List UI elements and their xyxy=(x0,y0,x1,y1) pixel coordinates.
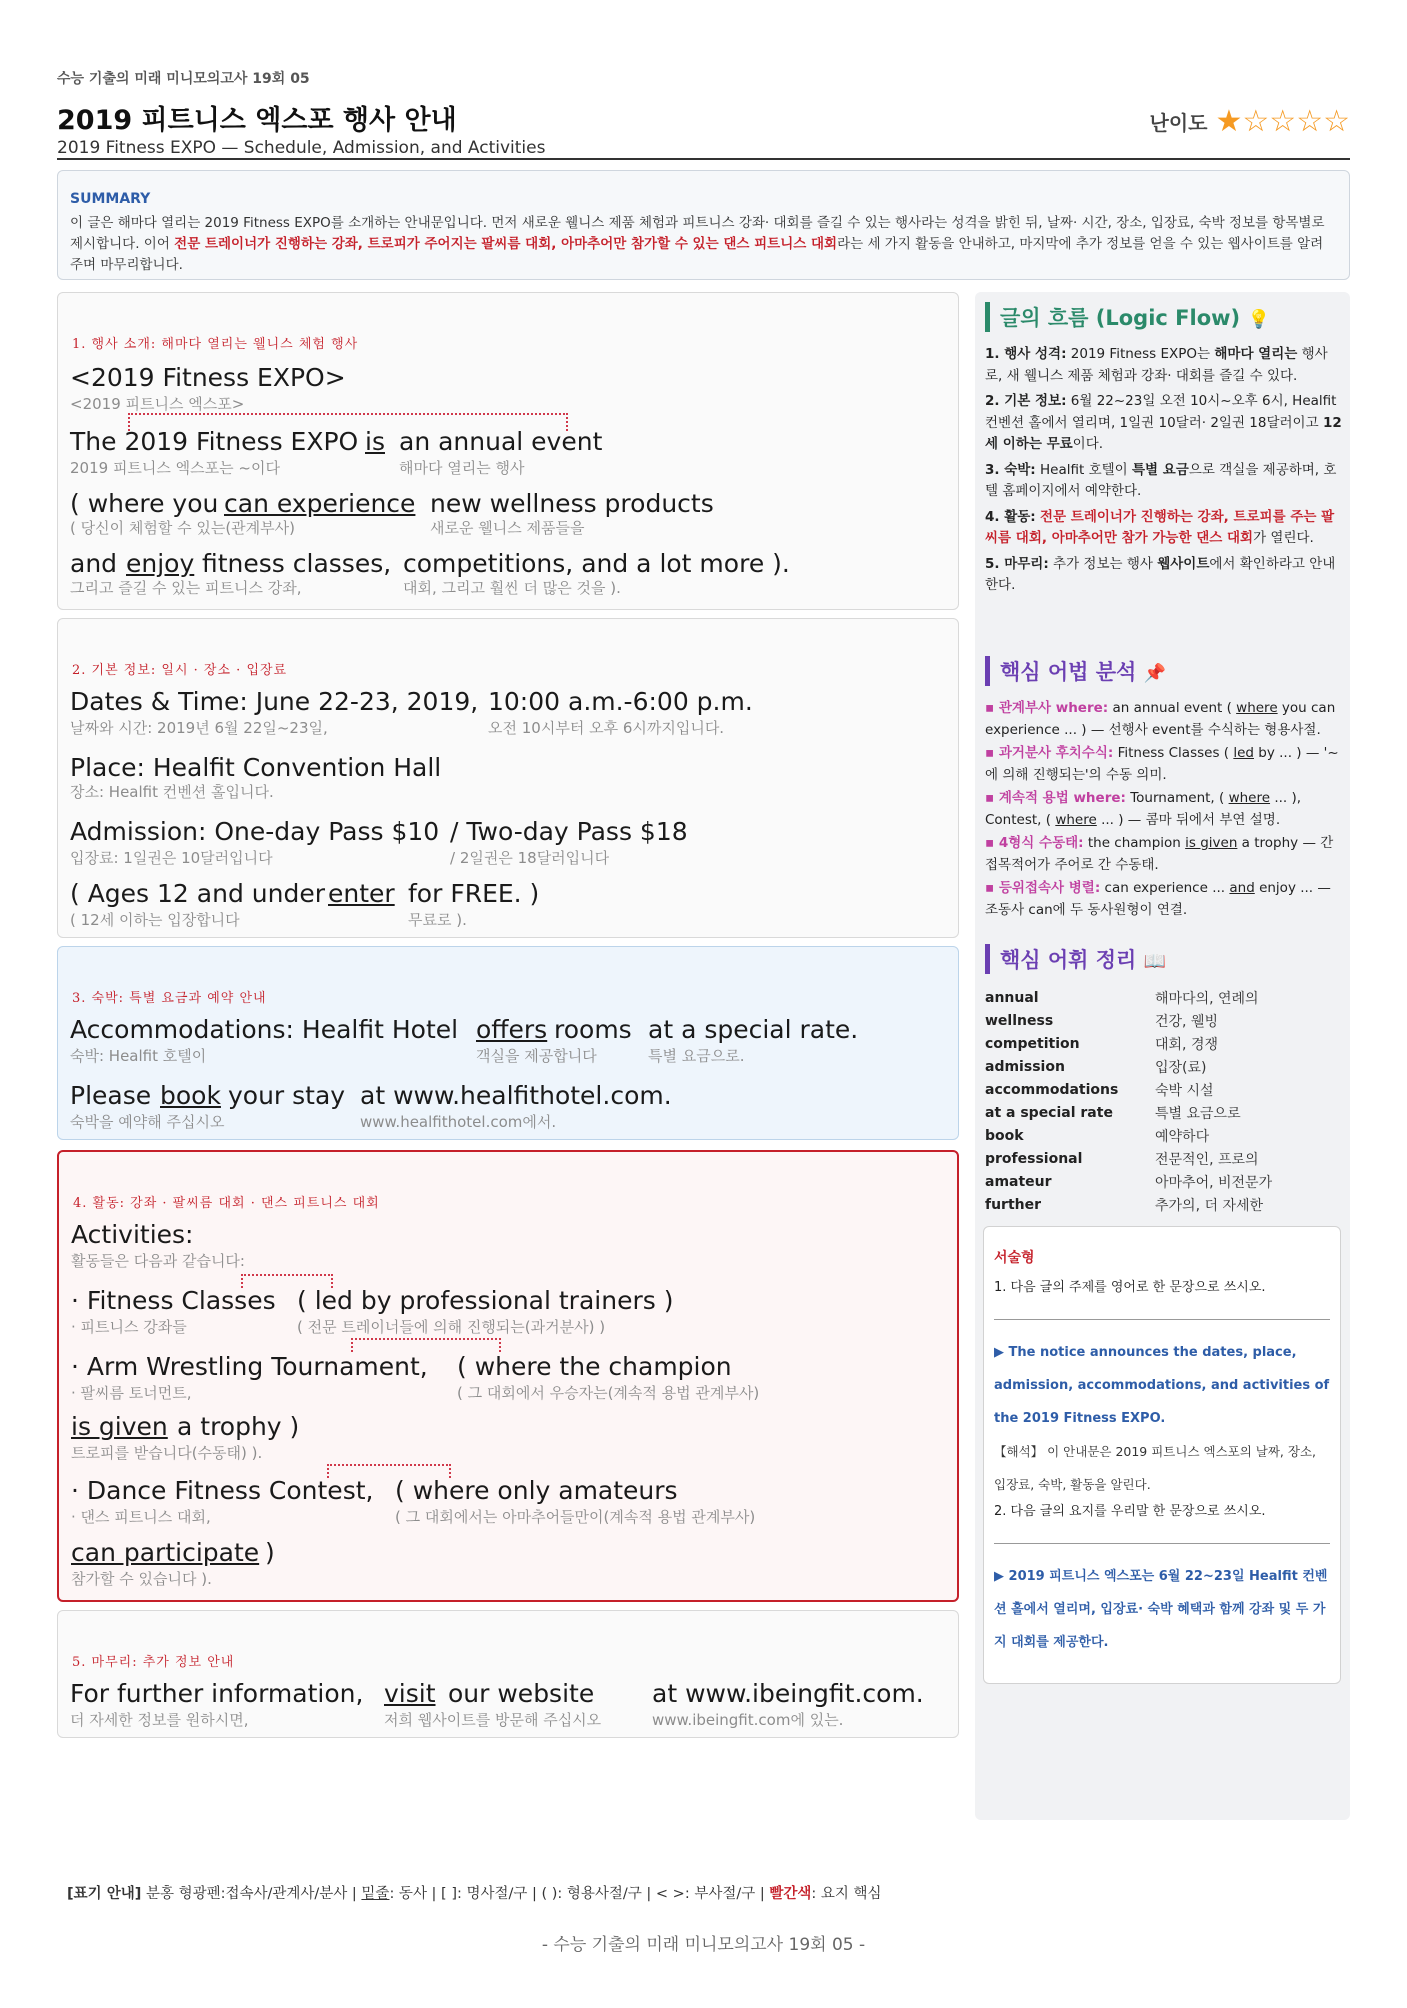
exam-label: 수능 기출의 미래 미니모의고사 19회 05 xyxy=(57,71,310,87)
sentence-text: / Two-day Pass $18 xyxy=(450,817,688,846)
section-accommodations xyxy=(57,946,959,1140)
verb-underlined: is given xyxy=(71,1412,168,1441)
sentence-text: and xyxy=(70,549,118,578)
flow-item-text: 으로 객실을 제공하며, 호텔 홈페이지에서 예약한다. xyxy=(985,461,1337,499)
sentence-text: our website xyxy=(448,1679,595,1708)
grammar-item: ▪ 계속적 용법 where: Tournament, ( where ... ), Contest, ( where ... ) — 콤마 뒤에서 부연 설명. xyxy=(985,790,1302,828)
vocab-meaning: 해마다의, 연례의 xyxy=(1155,990,1259,1007)
vocab-word: amateur xyxy=(985,1173,1052,1190)
sentence-text: a trophy ) xyxy=(177,1412,300,1441)
translation-text: www.healfithotel.com에서. xyxy=(360,1113,557,1131)
vocab-row xyxy=(985,1124,1345,1147)
legend-red: 빨간색 xyxy=(769,1886,812,1902)
summary-text-part: 라는 세 가지 활동을 안내하고, 마지막에 추가 정보를 얻을 수 있는 웹사이트를 알려 주며 마무리합니다. xyxy=(70,236,1324,273)
grammar-underline: where xyxy=(1228,790,1271,806)
grammar-text: can experience ... xyxy=(1100,880,1230,896)
translation-text: 그리고 즐길 수 있는 피트니스 강좌, xyxy=(70,579,302,597)
sentence-text: Admission: One-day Pass $10 xyxy=(70,817,440,846)
sentence-text: at www.healfithotel.com. xyxy=(360,1081,672,1110)
grammar-underline: and xyxy=(1229,880,1255,896)
vocab-meaning: 특별 요금으로 xyxy=(1155,1105,1241,1122)
sentence-text: competitions, and a lot more ). xyxy=(403,549,790,578)
vocab-title: 핵심 어휘 정리 xyxy=(1000,948,1137,972)
translation-text: 참가할 수 있습니다 ). xyxy=(71,1570,212,1588)
translation-text: 새로운 웰니스 제품들을 xyxy=(430,519,585,537)
grammar-text: a trophy — 간접목적어가 주어로 간 수동태. xyxy=(985,835,1334,873)
translation-text: 숙박을 예약해 주십시오 xyxy=(70,1113,225,1131)
translation-text: <2019 피트니스 엑스포> xyxy=(70,395,245,413)
translation-text: 무료로 ). xyxy=(408,911,467,929)
verb-underlined: can experience xyxy=(224,489,416,518)
verb-underlined: enter xyxy=(328,879,395,908)
vocab-row xyxy=(985,1032,1345,1055)
flow-item-key: 전문 트레이너가 진행하는 강좌, 트로피를 주는 팔씨름 대회, 아마추어만 참가 가능한 댄스 대회 xyxy=(985,508,1335,546)
sentence-text: your stay xyxy=(228,1081,346,1110)
vocab-row xyxy=(985,1078,1345,1101)
grammar-connector xyxy=(128,413,568,415)
difficulty-label: 난이도 xyxy=(1149,111,1208,135)
grammar-text: Fitness Classes ( xyxy=(1113,745,1234,761)
translation-text: / 2일권은 18달러입니다 xyxy=(450,849,610,867)
translation-text: www.ibeingfit.com에 있는. xyxy=(652,1711,844,1729)
grammar-heading xyxy=(985,656,1166,686)
flow-item-text: Healfit 호텔이 xyxy=(1035,461,1132,478)
logic-flow-heading xyxy=(985,302,1270,332)
vocab-word: accommodations xyxy=(985,1081,1119,1098)
quiz-answer: ▶ The notice announces the dates, place, admission, accommodations, and activities of the 2019 Fitness EXPO. xyxy=(994,1345,1330,1426)
flow-item-text: 이다. xyxy=(1072,436,1104,452)
grammar-title: 핵심 어법 분석 xyxy=(1000,660,1137,684)
flow-item-text: 6월 22~23일 오전 10시~오후 6시, Healfit 컨벤션 홀에서 열리며, 1일권 10달러· 2일권 18달러이고 xyxy=(985,393,1337,431)
quiz-explanation: 【해석】 이 안내문은 2019 피트니스 엑스포의 날짜, 장소, 입장료, 숙박, 활동을 알린다. xyxy=(994,1444,1316,1492)
vocab-row xyxy=(985,1193,1345,1216)
flow-item-number: 4. 활동: xyxy=(985,508,1036,525)
grammar-item: ▪ 4형식 수동태: the champion is given a trophy — 간접목적어가 주어로 간 수동태. xyxy=(985,835,1334,873)
sentence-text: · Dance Fitness Contest, xyxy=(71,1476,374,1505)
verb-underlined: can participate xyxy=(71,1538,260,1567)
grammar-text: you can experience ... ) — 선행사 event를 수식하는 형용사절. xyxy=(985,700,1336,738)
logic-flow-list xyxy=(985,344,1345,597)
flow-item-text: 행사로, 새 웰니스 제품 체험과 강좌· 대회를 즐길 수 있다. xyxy=(985,346,1328,384)
grammar-underline: led xyxy=(1233,745,1254,761)
grammar-text: the champion xyxy=(1083,835,1186,851)
sentence-text: for FREE. ) xyxy=(408,879,540,908)
answer-line xyxy=(994,1543,1330,1544)
translation-text: ( 그 대회에서 우승자는(계속적 용법 관계부사) xyxy=(457,1384,760,1402)
summary-highlight: 전문 트레이너가 진행하는 강좌, 트로피가 주어지는 팔씨름 대회, 아마추어만 참가할 수 있는 댄스 피트니스 대회 xyxy=(174,236,838,252)
grammar-connector xyxy=(351,1338,353,1352)
legend-text: : 요지 핵심 xyxy=(811,1886,882,1902)
vocab-row xyxy=(985,1147,1345,1170)
translation-text: 날짜와 시간: 2019년 6월 22일~23일, xyxy=(70,719,328,737)
legend-label: [표기 안내] xyxy=(67,1886,142,1902)
section-heading: 3. 숙박: 특별 요금과 예약 안내 xyxy=(72,991,267,1006)
flow-item-key: 웹사이트 xyxy=(1157,555,1210,572)
summary-text-part: 이 글은 해마다 열리는 2019 Fitness EXPO를 소개하는 안내문입니다. 먼저 새로운 웰니스 제품 체험과 피트니스 강좌· 대회를 즐길 수 있는 행사라는 성격을 밝힌 뒤, 날짜· 시간, 장소, 입장료, 숙박 정보를 항목별로 제시합니다. 이어 xyxy=(70,215,1325,252)
sentence-text: fitness classes, xyxy=(202,549,392,578)
summary-text xyxy=(70,213,1337,276)
legend-text: : 동사 | [ ]: 명사절/구 | ( ): 형용사절/구 | < >: 부사절/구 | xyxy=(389,1886,770,1902)
grammar-key: 등위접속사 병렬: xyxy=(998,880,1101,896)
vocab-word: professional xyxy=(985,1150,1083,1167)
vocab-word: further xyxy=(985,1196,1042,1213)
translation-text: · 피트니스 강좌들 xyxy=(71,1318,187,1336)
flow-item-text: 추가 정보는 행사 xyxy=(1048,555,1158,572)
vocab-word: admission xyxy=(985,1058,1065,1075)
legend-underline: 밑줄 xyxy=(361,1886,390,1902)
sentence-text: ) xyxy=(265,1538,275,1567)
summary-box xyxy=(57,170,1350,280)
vocab-meaning: 전문적인, 프로의 xyxy=(1155,1151,1259,1168)
translation-text: ( 전문 트레이너들에 의해 진행되는(과거분사) ) xyxy=(297,1318,606,1336)
vocab-meaning: 숙박 시설 xyxy=(1155,1082,1214,1099)
pushpin-icon: 📌 xyxy=(1143,663,1167,684)
flow-item-number: 2. 기본 정보: xyxy=(985,393,1067,409)
lightbulb-icon: 💡 xyxy=(1247,309,1270,330)
sentence-text: <2019 Fitness EXPO> xyxy=(70,363,346,392)
title-divider xyxy=(57,158,1350,160)
section-heading: 4. 활동: 강좌 · 팔씨름 대회 · 댄스 피트니스 대회 xyxy=(73,1196,380,1211)
grammar-item: ▪ 과거분사 후치수식: Fitness Classes ( led by ... ) — '~에 의해 진행되는'의 수동 의미. xyxy=(985,745,1339,783)
sentence-text: The 2019 Fitness EXPO xyxy=(70,427,359,456)
verb-underlined: book xyxy=(160,1081,221,1110)
sentence-text: ( where the champion xyxy=(457,1352,732,1381)
sentence-text: at www.ibeingfit.com. xyxy=(652,1679,924,1708)
vocab-row xyxy=(985,1055,1345,1078)
vocab-word: annual xyxy=(985,989,1039,1006)
vocab-meaning: 입장(료) xyxy=(1155,1059,1207,1076)
grammar-underline: where xyxy=(1236,700,1278,716)
sentence-text: ( where you xyxy=(70,489,219,518)
translation-text: 트로피를 받습니다(수동태) ). xyxy=(71,1444,263,1462)
translation-text: 저희 웹사이트를 방문해 주십시오 xyxy=(384,1711,602,1729)
sentence-text: at a special rate. xyxy=(648,1015,859,1044)
translation-text: 숙박: Healfit 호텔이 xyxy=(70,1047,207,1065)
vocab-meaning: 건강, 웰빙 xyxy=(1155,1013,1218,1030)
page-footer: - 수능 기출의 미래 미니모의고사 19회 05 - xyxy=(541,1935,866,1955)
grammar-key: 과거분사 후치수식: xyxy=(998,745,1114,761)
section-basic-info xyxy=(57,618,959,938)
grammar-connector xyxy=(499,1338,501,1352)
grammar-list xyxy=(985,698,1345,923)
book-icon: 📖 xyxy=(1143,951,1167,972)
sentence-text: For further information, xyxy=(70,1679,364,1708)
vocab-row xyxy=(985,986,1345,1009)
verb-underlined: enjoy xyxy=(126,549,195,578)
page-subtitle: 2019 Fitness EXPO — Schedule, Admission, and Activities xyxy=(57,138,546,158)
sentence-text: Activities: xyxy=(71,1220,194,1249)
grammar-connector xyxy=(351,1338,501,1340)
star-rating-icon: ★☆☆☆☆ xyxy=(1215,104,1350,139)
grammar-text: by ... ) — '~에 의해 진행되는'의 수동 의미. xyxy=(985,745,1339,783)
vocab-word: at a special rate xyxy=(985,1104,1113,1121)
flow-item-number: 5. 마무리: xyxy=(985,555,1049,572)
vocab-word: wellness xyxy=(985,1012,1054,1029)
translation-text: 특별 요금으로. xyxy=(648,1047,745,1065)
vocab-row xyxy=(985,1101,1345,1124)
section-closing xyxy=(57,1610,959,1738)
translation-text: 장소: Healfit 컨벤션 홀입니다. xyxy=(70,783,274,801)
grammar-text: ... ) — 콤마 뒤에서 부연 설명. xyxy=(1096,811,1281,828)
vocab-meaning: 예약하다 xyxy=(1155,1128,1210,1145)
sentence-text: ( where only amateurs xyxy=(395,1476,678,1505)
flow-item xyxy=(985,460,1345,503)
translation-text: ( 당신이 체험할 수 있는(관계부사) xyxy=(70,519,295,537)
translation-text: 대회, 그리고 훨씬 더 많은 것을 ). xyxy=(403,579,621,597)
section-heading: 2. 기본 정보: 일시 · 장소 · 입장료 xyxy=(72,663,288,678)
summary-label: SUMMARY xyxy=(70,191,151,207)
difficulty-rating xyxy=(1150,104,1350,139)
quiz-question: 1. 다음 글의 주제를 영어로 한 문장으로 쓰시오. xyxy=(994,1280,1266,1295)
translation-text: 더 자세한 정보를 원하시면, xyxy=(70,1711,249,1729)
vocab-row xyxy=(985,1170,1345,1193)
grammar-key: 4형식 수동태: xyxy=(998,835,1084,851)
grammar-item: ▪ 관계부사 where: an annual event ( where you can experience ... ) — 선행사 event를 수식하는 형용사절. xyxy=(985,700,1336,738)
legend-text: 분홍 형광펜:접속사/관계사/분사 | xyxy=(141,1886,362,1902)
sentence-text: Place: Healfit Convention Hall xyxy=(70,753,442,782)
flow-item-key: 해마다 열리는 xyxy=(1214,346,1298,362)
grammar-text: Tournament, ( xyxy=(1125,790,1229,806)
translation-text: 오전 10시부터 오후 6시까지입니다. xyxy=(488,719,725,737)
sentence-text: rooms xyxy=(554,1015,632,1044)
page-title: 2019 피트니스 엑스포 행사 안내 xyxy=(57,105,457,136)
flow-item-key: 12세 이하는 무료 xyxy=(985,414,1342,452)
flow-item-text: 2019 Fitness EXPO는 xyxy=(1066,346,1215,362)
sentence-text: new wellness products xyxy=(430,489,714,518)
sentence-text: Please xyxy=(70,1081,152,1110)
section-activities xyxy=(57,1150,959,1602)
quiz-label: 서술형 xyxy=(994,1250,1035,1266)
section-intro xyxy=(57,292,959,610)
vocab-row xyxy=(985,1009,1345,1032)
section-heading: 5. 마무리: 추가 정보 안내 xyxy=(72,1655,235,1670)
vocab-word: competition xyxy=(985,1035,1080,1052)
flow-item-text: 에서 확인하라고 안내한다. xyxy=(985,555,1336,593)
flow-item-number: 3. 숙박: xyxy=(985,461,1036,478)
section-heading: 1. 행사 소개: 해마다 열리는 웰니스 체험 행사 xyxy=(72,337,359,352)
notation-legend xyxy=(67,1882,882,1903)
grammar-key: 계속적 용법 where: xyxy=(998,790,1126,806)
grammar-item: ▪ 등위접속사 병렬: can experience ... and enjoy ... — 조동사 can에 두 동사원형이 연결. xyxy=(985,880,1331,918)
grammar-text: enjoy ... — 조동사 can에 두 동사원형이 연결. xyxy=(985,880,1331,918)
grammar-key: 관계부사 where: xyxy=(998,700,1109,716)
translation-text: · 댄스 피트니스 대회, xyxy=(71,1508,211,1526)
grammar-underline: is given xyxy=(1185,835,1238,851)
flow-item-number: 1. 행사 성격: xyxy=(985,346,1067,362)
flow-item xyxy=(985,344,1345,387)
writing-quiz-box xyxy=(983,1226,1341,1684)
grammar-connector xyxy=(327,1464,451,1466)
vocab-list xyxy=(985,986,1345,1216)
sentence-text: · Fitness Classes xyxy=(71,1286,276,1315)
sentence-text: 10:00 a.m.-6:00 p.m. xyxy=(488,687,753,716)
verb-underlined: is xyxy=(365,427,385,456)
flow-item-text: 가 열린다. xyxy=(1253,530,1314,546)
sentence-text: Accommodations: Healfit Hotel xyxy=(70,1015,459,1044)
answer-line xyxy=(994,1319,1330,1320)
translation-text: · 팔씨름 토너먼트, xyxy=(71,1384,192,1402)
flow-item xyxy=(985,507,1345,550)
vocab-meaning: 대회, 경쟁 xyxy=(1155,1036,1218,1053)
quiz-question: 2. 다음 글의 요지를 우리말 한 문장으로 쓰시오. xyxy=(994,1504,1266,1519)
sentence-text: Dates & Time: June 22-23, 2019, xyxy=(70,687,479,716)
sentence-text: ( Ages 12 and under xyxy=(70,879,325,908)
sentence-text: an annual event xyxy=(399,427,603,456)
translation-text: 입장료: 1일권은 10달러입니다 xyxy=(70,849,273,867)
flow-item xyxy=(985,554,1345,597)
quiz-answer: ▶ 2019 피트니스 엑스포는 6월 22~23일 Healfit 컨벤션 홀에서 열리며, 입장료· 숙박 혜택과 함께 강좌 및 두 가지 대회를 제공한다. xyxy=(994,1569,1328,1650)
verb-underlined: offers xyxy=(476,1015,548,1044)
flow-item xyxy=(985,391,1345,456)
translation-text: 활동들은 다음과 같습니다: xyxy=(71,1252,245,1270)
translation-text: 객실을 제공합니다 xyxy=(476,1047,597,1065)
translation-text: ( 12세 이하는 입장합니다 xyxy=(70,911,240,929)
grammar-underline: where xyxy=(1055,811,1097,828)
vocab-meaning: 추가의, 더 자세한 xyxy=(1155,1197,1264,1214)
grammar-text: an annual event ( xyxy=(1108,700,1237,716)
vocab-heading xyxy=(985,944,1166,974)
grammar-text: ... ), Contest, ( xyxy=(985,790,1302,828)
sentence-text: ( led by professional trainers ) xyxy=(297,1286,674,1315)
translation-text: ( 그 대회에서는 아마추어들만이(계속적 용법 관계부사) xyxy=(395,1508,756,1526)
vocab-word: book xyxy=(985,1127,1024,1144)
vocab-meaning: 아마추어, 비전문가 xyxy=(1155,1174,1273,1191)
verb-underlined: visit xyxy=(384,1679,436,1708)
translation-text: 해마다 열리는 행사 xyxy=(399,459,525,477)
translation-text: 2019 피트니스 엑스포는 ~이다 xyxy=(70,459,280,477)
logic-flow-title: 글의 흐름 (Logic Flow) xyxy=(1000,306,1241,330)
grammar-connector xyxy=(241,1274,333,1276)
sentence-text: · Arm Wrestling Tournament, xyxy=(71,1352,428,1381)
flow-item-key: 특별 요금 xyxy=(1131,461,1189,478)
